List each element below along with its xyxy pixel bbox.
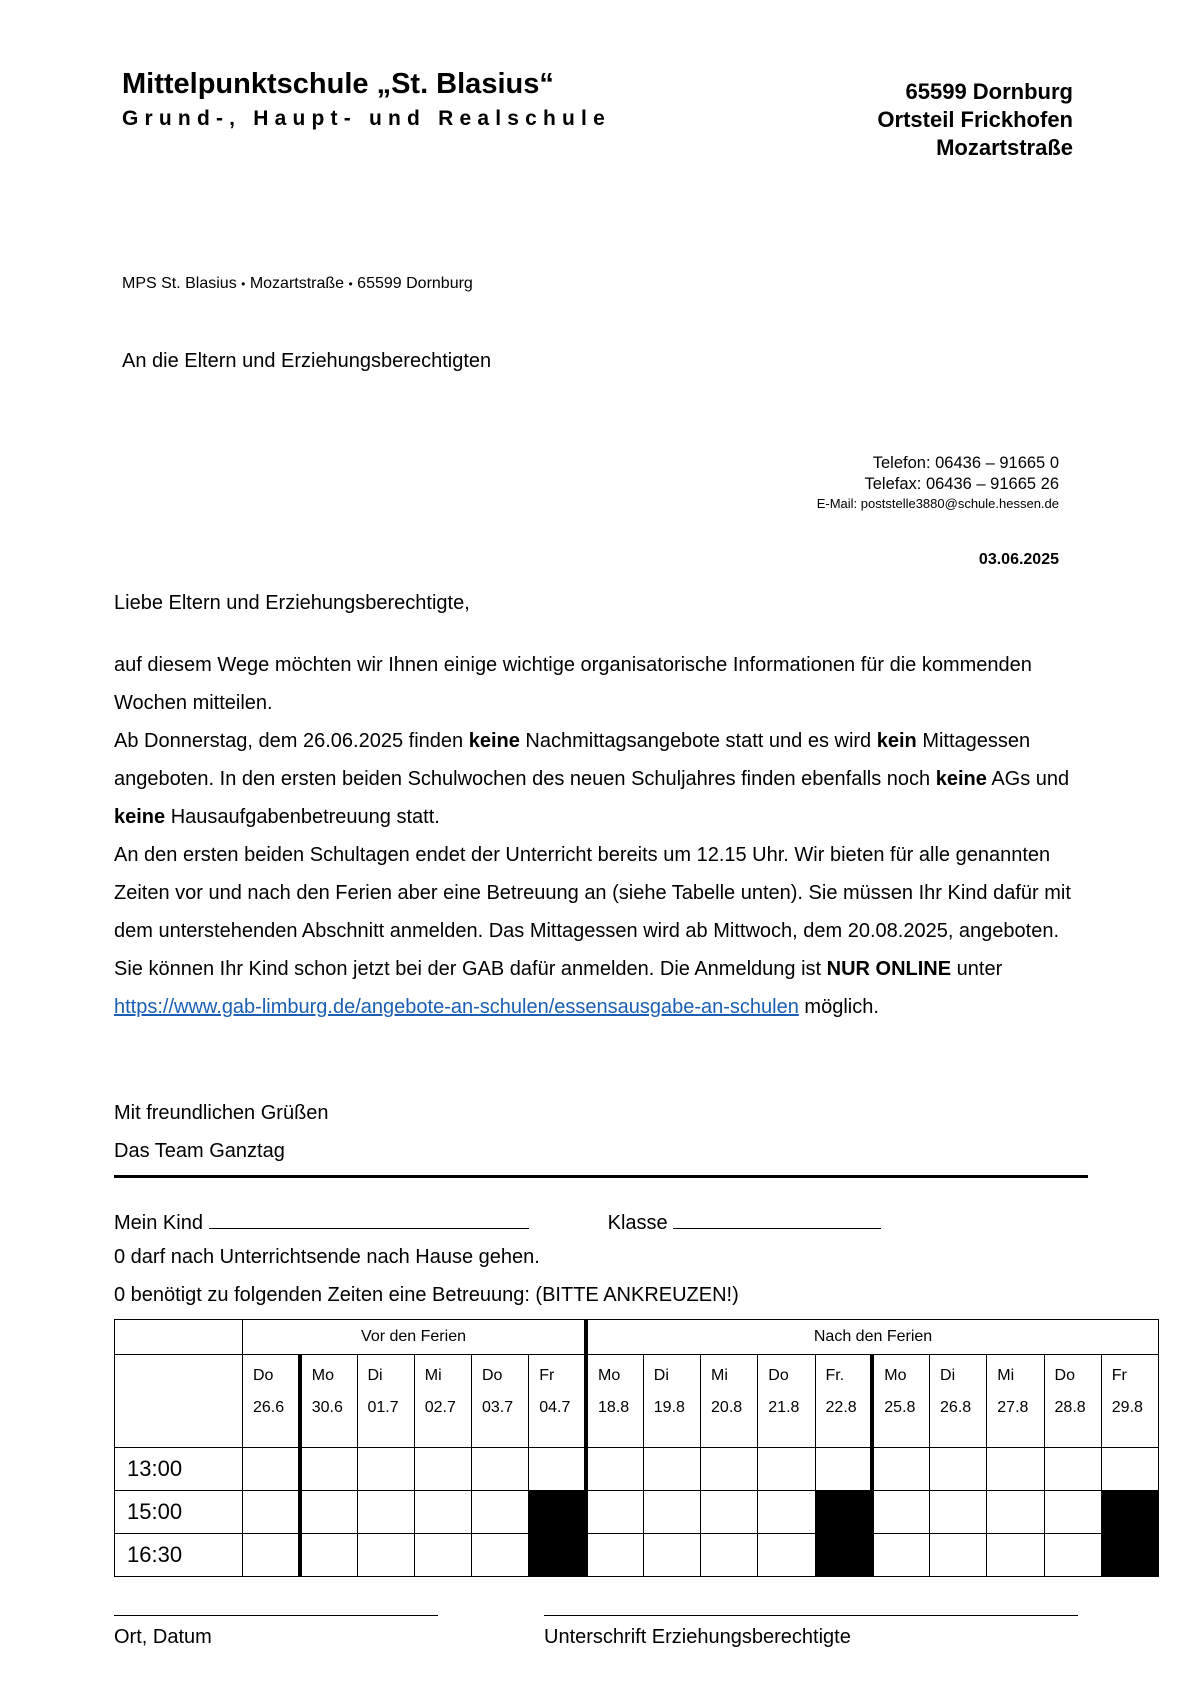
checkbox-cell[interactable] — [701, 1491, 758, 1534]
weekday-label: Fr — [1111, 1367, 1127, 1384]
checkbox-cell[interactable] — [815, 1448, 872, 1491]
weekday-label: Do — [482, 1367, 503, 1384]
checkbox-cell[interactable] — [1044, 1534, 1101, 1577]
emphasis: NUR ONLINE — [826, 958, 952, 980]
time-label: 13:00 — [115, 1448, 243, 1491]
school-name: Mittelpunktschule „St. Blasius“ — [122, 68, 554, 100]
checkbox-cell[interactable] — [987, 1491, 1044, 1534]
weekday-label: Mo — [598, 1367, 621, 1384]
day-header-cell — [758, 1355, 815, 1448]
date-label: 28.8 — [1054, 1399, 1086, 1416]
bullet-separator: • — [348, 277, 353, 291]
checkbox-cell[interactable] — [1044, 1448, 1101, 1491]
weekday-label: Fr. — [825, 1367, 845, 1384]
date-label: 02.7 — [424, 1399, 456, 1416]
option-go-home[interactable]: 0 darf nach Unterrichtsende nach Hause gehen. — [114, 1246, 540, 1268]
weekday-label: Di — [367, 1367, 383, 1384]
day-header-cell — [586, 1355, 643, 1448]
signature-team: Das Team Ganztag — [114, 1140, 285, 1162]
emphasis: keine — [935, 768, 987, 790]
school-address — [673, 78, 1073, 162]
date-label: 21.8 — [768, 1399, 800, 1416]
address-line-district: Ortsteil Frickhofen — [877, 107, 1073, 132]
phone-number: Telefon: 06436 – 91665 0 — [872, 454, 1059, 472]
weekday-label: Fr — [539, 1367, 555, 1384]
checkbox-cell[interactable] — [872, 1448, 929, 1491]
child-label: Mein Kind — [114, 1212, 203, 1234]
checkbox-cell[interactable] — [930, 1448, 987, 1491]
checkbox-cell[interactable] — [758, 1491, 815, 1534]
paragraph-registration — [114, 950, 1094, 1026]
checkbox-cell[interactable] — [472, 1491, 529, 1534]
day-header-cell — [930, 1355, 987, 1448]
sender-line — [122, 275, 473, 293]
checkbox-cell[interactable] — [243, 1534, 300, 1577]
weekday-label: Do — [253, 1367, 274, 1384]
checkbox-cell[interactable] — [987, 1448, 1044, 1491]
weekday-label: Do — [768, 1367, 789, 1384]
checkbox-cell[interactable] — [586, 1448, 643, 1491]
text-run: Nachmittagsangebote statt und es wird — [519, 730, 877, 752]
checkbox-cell[interactable] — [872, 1534, 929, 1577]
email-address: E-Mail: poststelle3880@schule.hessen.de — [816, 496, 1059, 511]
day-header-cell — [1044, 1355, 1101, 1448]
day-header-cell — [701, 1355, 758, 1448]
day-header-cell — [300, 1355, 357, 1448]
day-header-cell — [529, 1355, 586, 1448]
checkbox-cell[interactable] — [414, 1534, 471, 1577]
date-label: 03.7 — [482, 1399, 514, 1416]
table-row — [115, 1534, 1159, 1577]
day-header-cell — [472, 1355, 529, 1448]
checkbox-cell[interactable] — [701, 1448, 758, 1491]
date-label: 27.8 — [997, 1399, 1029, 1416]
day-header-cell — [357, 1355, 414, 1448]
text-run: AGs und — [986, 768, 1070, 790]
checkbox-cell[interactable] — [758, 1448, 815, 1491]
date-label: 26.8 — [940, 1399, 972, 1416]
text-run: Hausaufgabenbetreuung statt. — [165, 806, 440, 828]
text-run: Ab Donnerstag, dem 26.06.2025 finden — [114, 730, 469, 752]
unavailable-cell — [529, 1534, 586, 1577]
class-field[interactable] — [673, 1208, 881, 1229]
paragraph-intro: auf diesem Wege möchten wir Ihnen einige wichtige organisatorische Informationen für die kommenden Wochen mitteilen. — [114, 654, 1032, 714]
checkbox-cell[interactable] — [414, 1448, 471, 1491]
sender-city: 65599 Dornburg — [357, 275, 473, 292]
place-date-line[interactable] — [114, 1615, 438, 1616]
group-after-holidays: Nach den Ferien — [586, 1320, 1159, 1355]
day-header-cell — [1101, 1355, 1158, 1448]
date-label: 01.7 — [367, 1399, 399, 1416]
weekday-label: Mi — [997, 1367, 1015, 1384]
bullet-separator: • — [241, 277, 246, 291]
date-label: 30.6 — [311, 1399, 343, 1416]
checkbox-cell[interactable] — [701, 1534, 758, 1577]
letter-date: 03.06.2025 — [978, 551, 1059, 568]
signature-line[interactable] — [544, 1615, 1078, 1616]
place-date-label: Ort, Datum — [114, 1626, 212, 1648]
checkbox-cell[interactable] — [300, 1534, 357, 1577]
date-label: 18.8 — [598, 1399, 630, 1416]
date-label: 26.6 — [253, 1399, 285, 1416]
checkbox-cell[interactable] — [529, 1448, 586, 1491]
checkbox-cell[interactable] — [643, 1491, 700, 1534]
unavailable-cell — [815, 1491, 872, 1534]
emphasis: keine — [114, 806, 166, 828]
letter-closing — [114, 1094, 329, 1170]
sender-name: MPS St. Blasius — [122, 275, 237, 292]
unavailable-cell — [1101, 1491, 1158, 1534]
emphasis: kein — [876, 730, 917, 752]
date-label: 20.8 — [711, 1399, 743, 1416]
time-label: 16:30 — [115, 1534, 243, 1577]
checkbox-cell[interactable] — [472, 1534, 529, 1577]
text-run: möglich. — [798, 996, 879, 1018]
date-label: 29.8 — [1111, 1399, 1143, 1416]
registration-link[interactable]: https://www.gab-limburg.de/angebote-an-schulen/essensausgabe-an-schulen — [114, 996, 799, 1018]
table-corner-cell — [115, 1355, 243, 1448]
checkbox-cell[interactable] — [357, 1534, 414, 1577]
weekday-label: Mi — [711, 1367, 728, 1384]
date-label: 04.7 — [539, 1399, 571, 1416]
emphasis: keine — [468, 730, 520, 752]
child-class-line — [114, 1208, 881, 1235]
text-run: Mittagessen angeboten. In den ersten beiden Schulwochen des neuen Schuljahres finden ebenfalls noch — [114, 730, 1031, 790]
date-label: 25.8 — [884, 1399, 916, 1416]
child-name-field[interactable] — [209, 1208, 529, 1229]
checkbox-cell[interactable] — [357, 1491, 414, 1534]
date-label: 19.8 — [653, 1399, 685, 1416]
unavailable-cell — [815, 1534, 872, 1577]
table-row — [115, 1448, 1159, 1491]
text-run: Sie können Ihr Kind schon jetzt bei der GAB dafür anmelden. Die Anmeldung ist — [114, 958, 827, 980]
cut-divider — [114, 1175, 1088, 1178]
day-header-cell — [643, 1355, 700, 1448]
checkbox-cell[interactable] — [872, 1491, 929, 1534]
weekday-label: Mo — [884, 1367, 907, 1384]
school-type: Grund-, Haupt- und Realschule — [122, 107, 611, 130]
day-header-cell — [815, 1355, 872, 1448]
table-row — [115, 1491, 1159, 1534]
paragraph-care-info: An den ersten beiden Schultagen endet der Unterricht bereits um 12.15 Uhr. Wir bieten für alle genannten Zeiten vor und nach den Ferien aber eine Betreuung an (siehe Tabelle unten). Sie müssen Ihr Kind dafür mit dem unterstehenden Abschnitt anmelden. Das Mittagessen wird ab Mittwoch, dem 20.08.2025, angeboten. — [114, 844, 1071, 942]
day-header-cell — [872, 1355, 929, 1448]
contact-block — [559, 453, 1059, 512]
time-label: 15:00 — [115, 1491, 243, 1534]
text-run: unter — [951, 958, 1003, 980]
group-before-holidays: Vor den Ferien — [243, 1320, 587, 1355]
table-corner-cell — [115, 1320, 243, 1355]
weekday-label: Do — [1054, 1367, 1075, 1384]
weekday-label: Mi — [424, 1367, 442, 1384]
salutation: Liebe Eltern und Erziehungsberechtigte, — [114, 592, 470, 614]
table-group-header-row — [115, 1320, 1159, 1355]
class-label: Klasse — [607, 1212, 668, 1234]
checkbox-cell[interactable] — [586, 1491, 643, 1534]
checkbox-cell[interactable] — [643, 1448, 700, 1491]
checkbox-cell[interactable] — [300, 1491, 357, 1534]
checkbox-cell[interactable] — [243, 1491, 300, 1534]
sender-street: Mozartstraße — [249, 275, 345, 292]
care-schedule-table — [114, 1319, 1159, 1577]
weekday-label: Di — [940, 1367, 956, 1384]
unavailable-cell — [529, 1491, 586, 1534]
weekday-label: Mo — [311, 1367, 334, 1384]
option-needs-care[interactable]: 0 benötigt zu folgenden Zeiten eine Betreuung: (BITTE ANKREUZEN!) — [114, 1284, 739, 1306]
weekday-label: Di — [653, 1367, 669, 1384]
checkbox-cell[interactable] — [472, 1448, 529, 1491]
day-header-cell — [414, 1355, 471, 1448]
checkbox-cell[interactable] — [987, 1534, 1044, 1577]
checkbox-cell[interactable] — [758, 1534, 815, 1577]
checkbox-cell[interactable] — [586, 1534, 643, 1577]
checkbox-cell[interactable] — [930, 1491, 987, 1534]
address-line-city: 65599 Dornburg — [905, 79, 1073, 104]
table-days-row — [115, 1355, 1159, 1448]
checkbox-cell[interactable] — [1044, 1491, 1101, 1534]
checkbox-cell[interactable] — [643, 1534, 700, 1577]
address-line-street: Mozartstraße — [936, 135, 1073, 160]
guardian-signature-label: Unterschrift Erziehungsberechtigte — [544, 1626, 851, 1648]
fax-number: Telefax: 06436 – 91665 26 — [864, 475, 1059, 493]
checkbox-cell[interactable] — [300, 1448, 357, 1491]
date-label: 22.8 — [825, 1399, 857, 1416]
checkbox-cell[interactable] — [930, 1534, 987, 1577]
checkbox-cell[interactable] — [1101, 1448, 1158, 1491]
unavailable-cell — [1101, 1534, 1158, 1577]
letter-body — [114, 646, 1094, 1026]
checkbox-cell[interactable] — [357, 1448, 414, 1491]
closing-phrase: Mit freundlichen Grüßen — [114, 1102, 329, 1124]
checkbox-cell[interactable] — [414, 1491, 471, 1534]
checkbox-cell[interactable] — [243, 1448, 300, 1491]
day-header-cell — [987, 1355, 1044, 1448]
recipient: An die Eltern und Erziehungsberechtigten — [122, 350, 492, 372]
paragraph-no-offers — [114, 722, 1094, 836]
day-header-cell — [243, 1355, 300, 1448]
